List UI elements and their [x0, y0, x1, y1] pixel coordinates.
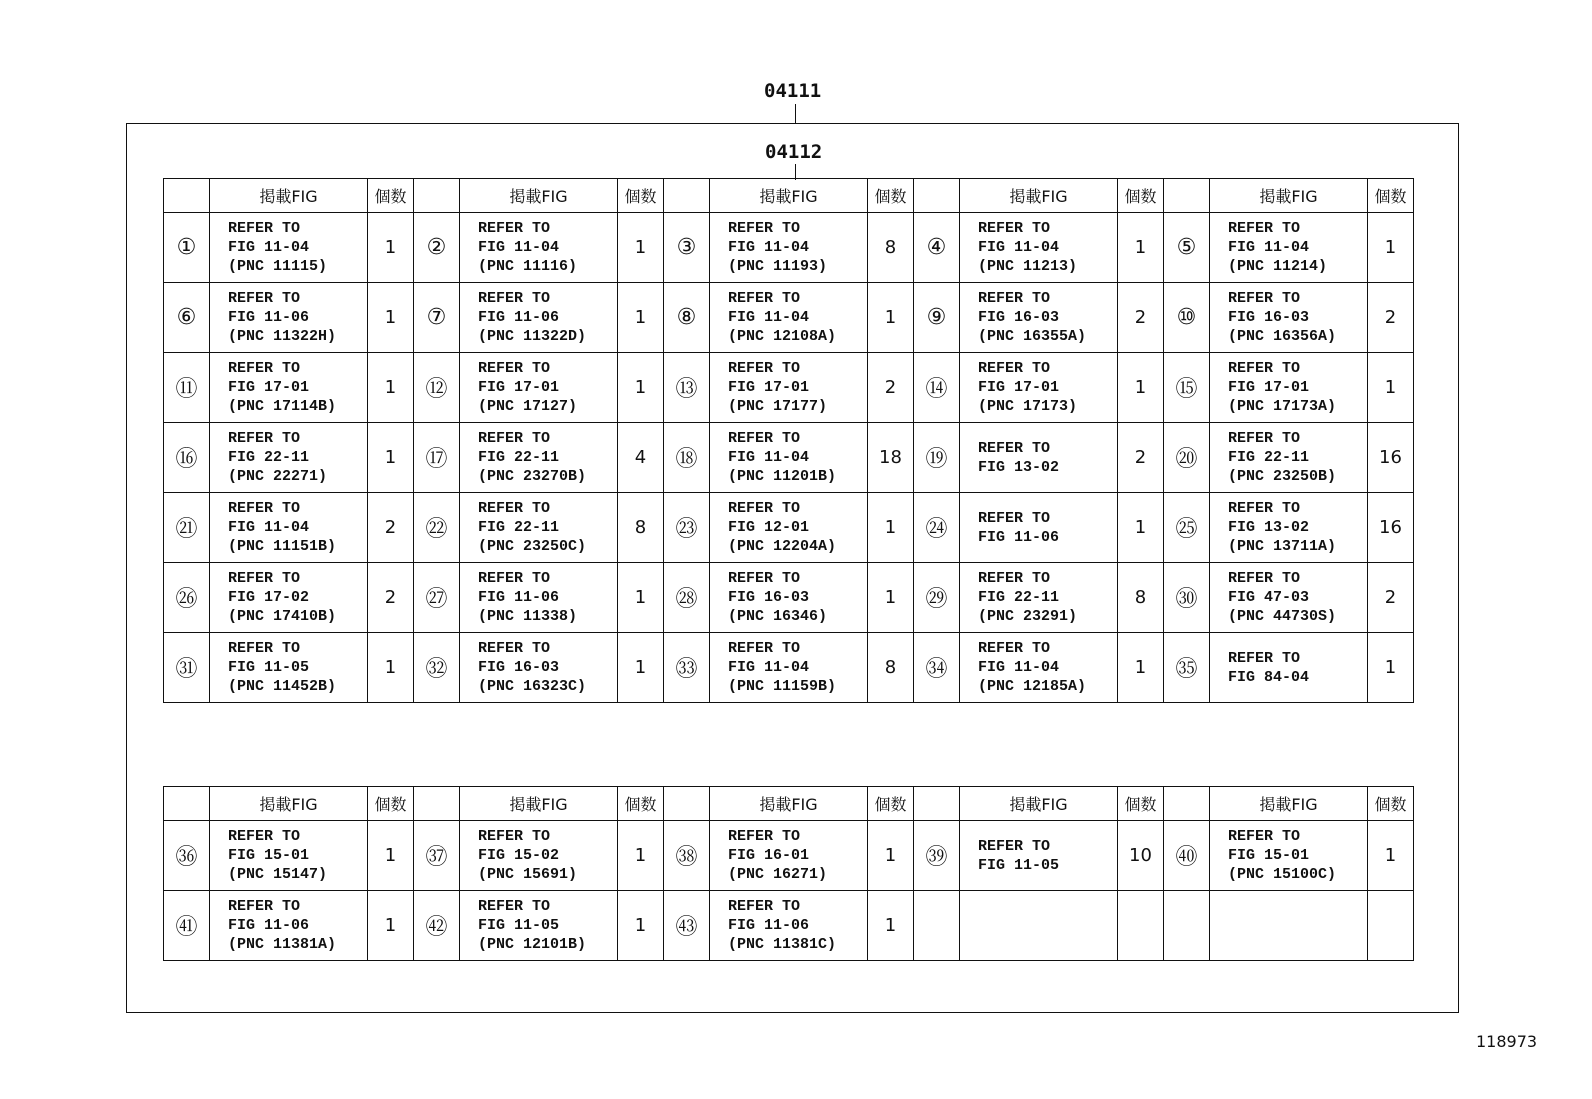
figure-reference: REFER TO FIG 17-01 (PNC 17177) — [710, 353, 868, 423]
header-fig: 掲載FIG — [960, 179, 1118, 213]
header-qty: 個数 — [1368, 787, 1414, 821]
table-row — [164, 821, 1414, 891]
quantity: 1 — [868, 563, 914, 633]
header-fig: 掲載FIG — [710, 787, 868, 821]
item-number: ㉟ — [1164, 633, 1210, 703]
quantity: 1 — [368, 633, 414, 703]
quantity: 2 — [368, 563, 414, 633]
item-number: ⑩ — [1164, 283, 1210, 353]
header-qty: 個数 — [618, 179, 664, 213]
item-number: ⑪ — [164, 353, 210, 423]
item-number: ㉚ — [1164, 563, 1210, 633]
quantity: 1 — [618, 633, 664, 703]
header-blank-cell — [1164, 787, 1210, 821]
quantity: 1 — [618, 563, 664, 633]
header-blank-cell — [164, 787, 210, 821]
quantity: 1 — [618, 213, 664, 283]
item-number: ④ — [914, 213, 960, 283]
header-qty: 個数 — [1118, 179, 1164, 213]
header-blank-cell — [414, 179, 460, 213]
figure-reference: REFER TO FIG 17-02 (PNC 17410B) — [210, 563, 368, 633]
figure-reference: REFER TO FIG 17-01 (PNC 17127) — [460, 353, 618, 423]
figure-reference: REFER TO FIG 16-03 (PNC 16355A) — [960, 283, 1118, 353]
quantity: 10 — [1118, 821, 1164, 891]
quantity: 8 — [868, 633, 914, 703]
item-number: ㉙ — [914, 563, 960, 633]
item-number: ㉕ — [1164, 493, 1210, 563]
item-number — [914, 891, 960, 961]
header-qty: 個数 — [1368, 179, 1414, 213]
quantity: 1 — [368, 891, 414, 961]
quantity: 1 — [1118, 213, 1164, 283]
quantity: 1 — [1118, 493, 1164, 563]
item-number: ㊷ — [414, 891, 460, 961]
figure-reference: REFER TO FIG 17-01 (PNC 17173A) — [1210, 353, 1368, 423]
table-row — [164, 423, 1414, 493]
table-row — [164, 353, 1414, 423]
figure-reference: REFER TO FIG 11-06 (PNC 11381C) — [710, 891, 868, 961]
item-number: ⑭ — [914, 353, 960, 423]
figure-reference: REFER TO FIG 15-01 (PNC 15100C) — [1210, 821, 1368, 891]
figure-reference: REFER TO FIG 17-01 (PNC 17173) — [960, 353, 1118, 423]
quantity: 16 — [1368, 423, 1414, 493]
table-row — [164, 213, 1414, 283]
figure-reference: REFER TO FIG 84-04 — [1210, 633, 1368, 703]
quantity: 1 — [1368, 213, 1414, 283]
figure-reference — [960, 891, 1118, 961]
table-header-row — [164, 787, 1414, 821]
item-number: ⑤ — [1164, 213, 1210, 283]
header-qty: 個数 — [368, 787, 414, 821]
item-number: ㊸ — [664, 891, 710, 961]
item-number: ⑰ — [414, 423, 460, 493]
figure-reference: REFER TO FIG 11-06 — [960, 493, 1118, 563]
figure-reference: REFER TO FIG 11-04 (PNC 11159B) — [710, 633, 868, 703]
figure-reference: REFER TO FIG 22-11 (PNC 22271) — [210, 423, 368, 493]
table-row — [164, 563, 1414, 633]
quantity: 1 — [1118, 633, 1164, 703]
header-blank-cell — [914, 179, 960, 213]
header-blank-cell — [1164, 179, 1210, 213]
figure-reference: REFER TO FIG 15-01 (PNC 15147) — [210, 821, 368, 891]
figure-reference: REFER TO FIG 11-05 — [960, 821, 1118, 891]
figure-reference: REFER TO FIG 11-06 (PNC 11338) — [460, 563, 618, 633]
item-number: ㉛ — [164, 633, 210, 703]
header-fig: 掲載FIG — [210, 179, 368, 213]
figure-reference: REFER TO FIG 16-03 (PNC 16346) — [710, 563, 868, 633]
quantity: 2 — [1368, 563, 1414, 633]
header-qty: 個数 — [1118, 787, 1164, 821]
header-fig: 掲載FIG — [460, 179, 618, 213]
figure-reference: REFER TO FIG 11-04 (PNC 11214) — [1210, 213, 1368, 283]
quantity: 2 — [1368, 283, 1414, 353]
item-number: ⑱ — [664, 423, 710, 493]
quantity: 2 — [1118, 283, 1164, 353]
assembly-label-04112: 04112 — [765, 141, 823, 163]
item-number: ⑥ — [164, 283, 210, 353]
header-qty: 個数 — [868, 787, 914, 821]
quantity: 1 — [368, 283, 414, 353]
quantity: 1 — [1368, 353, 1414, 423]
header-qty: 個数 — [368, 179, 414, 213]
header-fig: 掲載FIG — [710, 179, 868, 213]
figure-reference: REFER TO FIG 16-01 (PNC 16271) — [710, 821, 868, 891]
quantity: 1 — [1368, 633, 1414, 703]
item-number: ⑦ — [414, 283, 460, 353]
quantity: 1 — [368, 353, 414, 423]
item-number: ⑯ — [164, 423, 210, 493]
header-blank-cell — [164, 179, 210, 213]
quantity: 1 — [1118, 353, 1164, 423]
item-number: ㊲ — [414, 821, 460, 891]
header-blank-cell — [664, 179, 710, 213]
quantity: 8 — [618, 493, 664, 563]
quantity: 1 — [868, 283, 914, 353]
item-number: ⑲ — [914, 423, 960, 493]
quantity: 1 — [618, 353, 664, 423]
figure-reference: REFER TO FIG 11-04 (PNC 11116) — [460, 213, 618, 283]
figure-reference: REFER TO FIG 11-04 (PNC 12108A) — [710, 283, 868, 353]
quantity: 1 — [618, 821, 664, 891]
parts-table-1 — [163, 178, 1414, 703]
parts-table-2 — [163, 786, 1414, 961]
figure-reference: REFER TO FIG 11-04 (PNC 11193) — [710, 213, 868, 283]
quantity: 1 — [868, 891, 914, 961]
item-number: ㊵ — [1164, 821, 1210, 891]
item-number: ⑬ — [664, 353, 710, 423]
quantity — [1368, 891, 1414, 961]
item-number — [1164, 891, 1210, 961]
quantity: 1 — [868, 821, 914, 891]
quantity: 1 — [868, 493, 914, 563]
header-fig: 掲載FIG — [1210, 179, 1368, 213]
quantity: 18 — [868, 423, 914, 493]
header-fig: 掲載FIG — [210, 787, 368, 821]
figure-reference: REFER TO FIG 22-11 (PNC 23250B) — [1210, 423, 1368, 493]
item-number: ⑨ — [914, 283, 960, 353]
figure-reference: REFER TO FIG 16-03 (PNC 16356A) — [1210, 283, 1368, 353]
item-number: ⑧ — [664, 283, 710, 353]
figure-reference: REFER TO FIG 16-03 (PNC 16323C) — [460, 633, 618, 703]
item-number: ③ — [664, 213, 710, 283]
item-number: ㉑ — [164, 493, 210, 563]
item-number: ⑮ — [1164, 353, 1210, 423]
quantity: 8 — [868, 213, 914, 283]
item-number: ㊶ — [164, 891, 210, 961]
figure-reference: REFER TO FIG 17-01 (PNC 17114B) — [210, 353, 368, 423]
figure-reference: REFER TO FIG 11-05 (PNC 12101B) — [460, 891, 618, 961]
table-row — [164, 633, 1414, 703]
quantity: 1 — [618, 891, 664, 961]
item-number: ㉒ — [414, 493, 460, 563]
quantity: 2 — [1118, 423, 1164, 493]
figure-reference: REFER TO FIG 15-02 (PNC 15691) — [460, 821, 618, 891]
figure-reference: REFER TO FIG 11-04 (PNC 12185A) — [960, 633, 1118, 703]
quantity: 16 — [1368, 493, 1414, 563]
quantity: 2 — [368, 493, 414, 563]
item-number: ㉖ — [164, 563, 210, 633]
quantity: 1 — [368, 213, 414, 283]
header-blank-cell — [664, 787, 710, 821]
item-number: ㉗ — [414, 563, 460, 633]
figure-reference: REFER TO FIG 13-02 — [960, 423, 1118, 493]
item-number: ㉜ — [414, 633, 460, 703]
table-row — [164, 283, 1414, 353]
header-fig: 掲載FIG — [460, 787, 618, 821]
figure-reference: REFER TO FIG 12-01 (PNC 12204A) — [710, 493, 868, 563]
figure-reference: REFER TO FIG 11-06 (PNC 11381A) — [210, 891, 368, 961]
item-number: ㉘ — [664, 563, 710, 633]
table-header-row — [164, 179, 1414, 213]
table-row — [164, 493, 1414, 563]
header-blank-cell — [414, 787, 460, 821]
item-number: ㊳ — [664, 821, 710, 891]
quantity: 8 — [1118, 563, 1164, 633]
header-fig: 掲載FIG — [1210, 787, 1368, 821]
item-number: ㉓ — [664, 493, 710, 563]
leader-line — [795, 104, 796, 124]
quantity: 1 — [618, 283, 664, 353]
item-number: ① — [164, 213, 210, 283]
table-row — [164, 891, 1414, 961]
item-number: ㊴ — [914, 821, 960, 891]
figure-reference: REFER TO FIG 11-06 (PNC 11322D) — [460, 283, 618, 353]
assembly-label-04111: 04111 — [764, 80, 822, 102]
figure-reference: REFER TO FIG 22-11 (PNC 23291) — [960, 563, 1118, 633]
item-number: ㊱ — [164, 821, 210, 891]
quantity — [1118, 891, 1164, 961]
quantity: 1 — [368, 821, 414, 891]
figure-reference: REFER TO FIG 22-11 (PNC 23270B) — [460, 423, 618, 493]
header-blank-cell — [914, 787, 960, 821]
item-number: ② — [414, 213, 460, 283]
illustration-id: 118973 — [1476, 1032, 1538, 1051]
quantity: 1 — [1368, 821, 1414, 891]
quantity: 1 — [368, 423, 414, 493]
header-fig: 掲載FIG — [960, 787, 1118, 821]
figure-reference: REFER TO FIG 11-04 (PNC 11201B) — [710, 423, 868, 493]
header-qty: 個数 — [618, 787, 664, 821]
quantity: 4 — [618, 423, 664, 493]
figure-reference: REFER TO FIG 47-03 (PNC 44730S) — [1210, 563, 1368, 633]
figure-reference — [1210, 891, 1368, 961]
item-number: ⑫ — [414, 353, 460, 423]
figure-reference: REFER TO FIG 11-05 (PNC 11452B) — [210, 633, 368, 703]
header-qty: 個数 — [868, 179, 914, 213]
item-number: ㉝ — [664, 633, 710, 703]
figure-reference: REFER TO FIG 11-04 (PNC 11115) — [210, 213, 368, 283]
item-number: ㉔ — [914, 493, 960, 563]
figure-reference: REFER TO FIG 11-06 (PNC 11322H) — [210, 283, 368, 353]
quantity: 2 — [868, 353, 914, 423]
item-number: ㉞ — [914, 633, 960, 703]
figure-reference: REFER TO FIG 13-02 (PNC 13711A) — [1210, 493, 1368, 563]
figure-reference: REFER TO FIG 22-11 (PNC 23250C) — [460, 493, 618, 563]
figure-reference: REFER TO FIG 11-04 (PNC 11151B) — [210, 493, 368, 563]
figure-reference: REFER TO FIG 11-04 (PNC 11213) — [960, 213, 1118, 283]
item-number: ⑳ — [1164, 423, 1210, 493]
